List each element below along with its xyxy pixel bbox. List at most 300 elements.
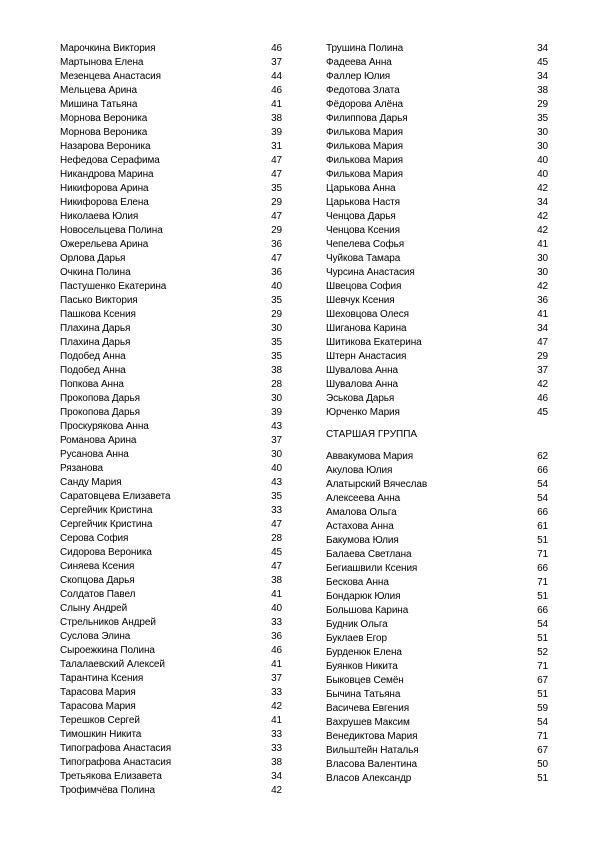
participant-name: Слыну Андрей (60, 603, 128, 614)
list-item (326, 590, 548, 604)
participant-score: 40 (537, 169, 548, 180)
participant-score: 38 (271, 365, 282, 376)
list-item (60, 728, 282, 742)
participant-score: 37 (271, 57, 282, 68)
participant-name: Плахина Дарья (60, 323, 131, 334)
list-item (326, 364, 548, 378)
participant-name: Венедиктова Мария (326, 731, 418, 742)
participant-score: 42 (537, 379, 548, 390)
participant-name: Мартынова Елена (60, 57, 144, 68)
participant-name: Саратовцева Елизавета (60, 491, 171, 502)
list-item (326, 252, 548, 266)
participant-name: Шиганова Карина (326, 323, 407, 334)
participant-name: Чепелева Софья (326, 239, 405, 250)
participant-score: 54 (537, 479, 548, 490)
participant-name: Бескова Анна (326, 577, 389, 588)
list-item (326, 98, 548, 112)
participant-name: Тимошкин Никита (60, 729, 142, 740)
participant-name: Шитикова Екатерина (326, 337, 422, 348)
participant-name: Эськова Дарья (326, 393, 395, 404)
list-item (326, 506, 548, 520)
participant-score: 28 (271, 533, 282, 544)
list-item (60, 700, 282, 714)
participant-score: 31 (271, 141, 282, 152)
participant-score: 34 (537, 43, 548, 54)
right-column (326, 42, 548, 786)
participant-name: Шеховцова Олеся (326, 309, 409, 320)
participant-score: 67 (537, 745, 548, 756)
participant-score: 47 (271, 211, 282, 222)
participant-score: 45 (537, 57, 548, 68)
participant-name: Быковцев Семён (326, 675, 404, 686)
participant-score: 44 (271, 71, 282, 82)
participant-score: 30 (537, 267, 548, 278)
participant-score: 41 (271, 99, 282, 110)
participant-score: 47 (537, 337, 548, 348)
participant-name: Аввакумова Мария (326, 451, 414, 462)
participant-score: 40 (271, 603, 282, 614)
left-column (60, 42, 282, 798)
participant-score: 43 (271, 477, 282, 488)
participant-name: Трофимчёва Полина (60, 785, 156, 796)
participant-name: Васичева Евгения (326, 703, 410, 714)
participant-score: 42 (537, 225, 548, 236)
participant-score: 40 (271, 463, 282, 474)
participant-name: Назарова Вероника (60, 141, 151, 152)
participant-score: 29 (537, 351, 548, 362)
participant-score: 54 (537, 493, 548, 504)
list-item (326, 294, 548, 308)
participant-score: 61 (537, 521, 548, 532)
participant-score: 42 (537, 281, 548, 292)
participant-score: 51 (537, 689, 548, 700)
list-item (60, 602, 282, 616)
participant-name: Суслова Элина (60, 631, 131, 642)
participant-name: Пастушенко Екатерина (60, 281, 167, 292)
participant-name: Фаллер Юлия (326, 71, 391, 82)
list-item (60, 294, 282, 308)
participant-score: 51 (537, 773, 548, 784)
participant-score: 40 (271, 281, 282, 292)
participant-name: Новосельцева Полина (60, 225, 163, 236)
participant-name: Прокопова Дарья (60, 393, 140, 404)
participant-name: Стрельников Андрей (60, 617, 156, 628)
list-item (60, 574, 282, 588)
participant-name: Романова Арина (60, 435, 137, 446)
list-item (326, 660, 548, 674)
list-item (326, 378, 548, 392)
list-item (60, 518, 282, 532)
list-item (60, 112, 282, 126)
list-item (326, 308, 548, 322)
participant-name: Астахова Анна (326, 521, 394, 532)
participant-name: Алексеева Анна (326, 493, 401, 504)
participant-score: 35 (537, 113, 548, 124)
participant-score: 33 (271, 505, 282, 516)
participant-name: Шувалова Анна (326, 379, 398, 390)
list-item (326, 702, 548, 716)
list-item (326, 562, 548, 576)
list-item (326, 280, 548, 294)
participant-score: 35 (271, 491, 282, 502)
participant-name: Бурденюк Елена (326, 647, 402, 658)
list-item (326, 210, 548, 224)
participant-score: 45 (271, 547, 282, 558)
participant-score: 30 (271, 449, 282, 460)
list-item (326, 196, 548, 210)
participant-name: Никандрова Марина (60, 169, 154, 180)
participant-name: Терешков Сергей (60, 715, 140, 726)
list-item (60, 126, 282, 140)
list-item (326, 126, 548, 140)
list-item (326, 772, 548, 786)
participant-score: 43 (271, 421, 282, 432)
list-item (60, 56, 282, 70)
participant-name: Третьякова Елизавета (60, 771, 162, 782)
list-item (60, 182, 282, 196)
participant-name: Алатырский Вячеслав (326, 479, 428, 490)
list-item (326, 182, 548, 196)
list-item (60, 280, 282, 294)
participant-name: Тарасова Мария (60, 701, 136, 712)
participant-name: Мезенцева Анастасия (60, 71, 161, 82)
list-item (60, 266, 282, 280)
participant-name: Санду Мария (60, 477, 122, 488)
participant-name: Юрченко Мария (326, 407, 400, 418)
participant-score: 29 (271, 197, 282, 208)
participant-name: Фадеева Анна (326, 57, 392, 68)
participant-name: Тарантина Ксения (60, 673, 144, 684)
list-item (60, 224, 282, 238)
participant-name: Плахина Дарья (60, 337, 131, 348)
list-item (326, 534, 548, 548)
list-item (60, 560, 282, 574)
right-column-list (326, 42, 548, 420)
participant-score: 38 (271, 575, 282, 586)
participant-name: Нефедова Серафима (60, 155, 160, 166)
participant-score: 33 (271, 729, 282, 740)
list-item (326, 618, 548, 632)
list-item (326, 730, 548, 744)
participant-score: 37 (537, 365, 548, 376)
participant-score: 29 (271, 309, 282, 320)
participant-score: 41 (537, 239, 548, 250)
participant-score: 41 (271, 715, 282, 726)
participant-name: Фёдорова Алёна (326, 99, 403, 110)
list-item (60, 406, 282, 420)
list-item (60, 504, 282, 518)
participant-score: 71 (537, 661, 548, 672)
participant-score: 28 (271, 379, 282, 390)
list-item (60, 378, 282, 392)
list-item (60, 546, 282, 560)
participant-name: Чурсина Анастасия (326, 267, 415, 278)
participant-name: Пасько Виктория (60, 295, 138, 306)
list-item (326, 716, 548, 730)
list-item (326, 392, 548, 406)
list-item (60, 308, 282, 322)
list-item (60, 210, 282, 224)
participant-score: 33 (271, 687, 282, 698)
participant-name: Типографова Анастасия (60, 757, 172, 768)
participant-score: 71 (537, 577, 548, 588)
list-item (60, 140, 282, 154)
participant-name: Штерн Анастасия (326, 351, 407, 362)
participant-name: Типографова Анастасия (60, 743, 172, 754)
list-item (60, 672, 282, 686)
participant-score: 66 (537, 507, 548, 518)
participant-name: Ожерельева Арина (60, 239, 149, 250)
participant-name: Николаева Юлия (60, 211, 139, 222)
participant-name: Сергейчик Кристина (60, 519, 153, 530)
participant-name: Балаева Светлана (326, 549, 412, 560)
participant-name: Буянков Никита (326, 661, 398, 672)
participant-name: Мишина Татьяна (60, 99, 138, 110)
list-item (326, 604, 548, 618)
participant-score: 35 (271, 351, 282, 362)
participant-score: 39 (271, 407, 282, 418)
participant-name: Будник Ольга (326, 619, 388, 630)
senior-group-list (326, 450, 548, 786)
list-item (60, 742, 282, 756)
participant-score: 33 (271, 617, 282, 628)
participant-score: 38 (271, 113, 282, 124)
participant-name: Серова София (60, 533, 129, 544)
participant-score: 71 (537, 549, 548, 560)
participant-score: 45 (537, 407, 548, 418)
participant-name: Вильштейн Наталья (326, 745, 419, 756)
list-item (326, 478, 548, 492)
participant-name: Ченцова Ксения (326, 225, 400, 236)
participant-name: Талалаевский Алексей (60, 659, 165, 670)
participant-score: 51 (537, 591, 548, 602)
participant-name: Царькова Анна (326, 183, 396, 194)
participant-name: Филькова Мария (326, 141, 403, 152)
list-item (326, 336, 548, 350)
participant-name: Филькова Мария (326, 155, 403, 166)
participant-score: 59 (537, 703, 548, 714)
participant-score: 66 (537, 465, 548, 476)
list-item (60, 42, 282, 56)
list-item (326, 450, 548, 464)
list-item (326, 744, 548, 758)
list-item (326, 520, 548, 534)
participant-score: 30 (537, 253, 548, 264)
list-item (326, 238, 548, 252)
list-item (60, 784, 282, 798)
participant-score: 42 (537, 211, 548, 222)
participant-name: Прокопова Дарья (60, 407, 140, 418)
participant-score: 37 (271, 435, 282, 446)
participant-score: 54 (537, 619, 548, 630)
list-item (60, 448, 282, 462)
participant-score: 47 (271, 155, 282, 166)
participant-name: Рязанова (60, 463, 103, 474)
list-item (326, 224, 548, 238)
participant-score: 29 (271, 225, 282, 236)
participant-score: 30 (537, 127, 548, 138)
participant-name: Филькова Мария (326, 127, 403, 138)
list-item (326, 632, 548, 646)
participant-name: Скопцова Дарья (60, 575, 135, 586)
participant-name: Попкова Анна (60, 379, 124, 390)
list-item (60, 714, 282, 728)
list-item (326, 154, 548, 168)
participant-score: 34 (537, 323, 548, 334)
participant-name: Большова Карина (326, 605, 409, 616)
list-item (60, 364, 282, 378)
list-item (326, 576, 548, 590)
participant-name: Синяева Ксения (60, 561, 135, 572)
participant-name: Власова Валентина (326, 759, 417, 770)
participant-score: 66 (537, 605, 548, 616)
participant-score: 35 (271, 337, 282, 348)
participant-score: 37 (271, 673, 282, 684)
list-item (60, 686, 282, 700)
list-item (326, 140, 548, 154)
participant-score: 51 (537, 633, 548, 644)
participant-score: 47 (271, 169, 282, 180)
participant-name: Вахрушев Максим (326, 717, 410, 728)
list-item (60, 196, 282, 210)
list-item (326, 266, 548, 280)
participant-name: Бондарюк Юлия (326, 591, 401, 602)
participant-name: Филькова Мария (326, 169, 403, 180)
participant-score: 50 (537, 759, 548, 770)
list-item (326, 350, 548, 364)
participant-score: 47 (271, 561, 282, 572)
list-item (326, 548, 548, 562)
list-item (326, 758, 548, 772)
list-item (60, 462, 282, 476)
participant-name: Филиппова Дарья (326, 113, 408, 124)
list-item (60, 238, 282, 252)
participant-name: Очкина Полина (60, 267, 131, 278)
list-item (60, 252, 282, 266)
participant-name: Шувалова Анна (326, 365, 398, 376)
participant-name: Морнова Вероника (60, 127, 148, 138)
list-item (60, 532, 282, 546)
list-item (326, 70, 548, 84)
participant-name: Бычина Татьяна (326, 689, 401, 700)
list-item (60, 644, 282, 658)
list-item (326, 322, 548, 336)
list-item (326, 464, 548, 478)
list-item (326, 112, 548, 126)
participant-name: Солдатов Павел (60, 589, 136, 600)
list-item (326, 84, 548, 98)
participant-name: Чуйкова Тамара (326, 253, 401, 264)
participant-name: Сидорова Вероника (60, 547, 152, 558)
list-item (60, 336, 282, 350)
participant-score: 54 (537, 717, 548, 728)
participant-score: 34 (537, 71, 548, 82)
participant-name: Швецова София (326, 281, 402, 292)
list-item (60, 588, 282, 602)
participant-score: 46 (271, 85, 282, 96)
list-item (326, 56, 548, 70)
participant-score: 41 (537, 309, 548, 320)
participant-name: Никифорова Арина (60, 183, 149, 194)
participant-name: Марочкина Виктория (60, 43, 156, 54)
list-item (60, 616, 282, 630)
participant-name: Русанова Анна (60, 449, 129, 460)
participant-name: Царькова Настя (326, 197, 400, 208)
participant-score: 66 (537, 563, 548, 574)
participant-score: 36 (537, 295, 548, 306)
participant-name: Амалова Ольга (326, 507, 397, 518)
participant-score: 35 (271, 183, 282, 194)
list-item (60, 420, 282, 434)
participant-score: 42 (537, 183, 548, 194)
participant-name: Орлова Дарья (60, 253, 126, 264)
participant-score: 42 (271, 785, 282, 796)
participant-score: 41 (271, 589, 282, 600)
list-item (60, 434, 282, 448)
participant-score: 38 (271, 757, 282, 768)
participant-name: Шевчук Ксения (326, 295, 395, 306)
list-item (60, 658, 282, 672)
list-item (60, 154, 282, 168)
list-item (60, 350, 282, 364)
list-item (60, 168, 282, 182)
list-item (60, 392, 282, 406)
participant-name: Федотова Злата (326, 85, 400, 96)
participant-score: 34 (537, 197, 548, 208)
list-item (60, 756, 282, 770)
participant-score: 34 (271, 771, 282, 782)
list-item (326, 688, 548, 702)
participant-score: 40 (537, 155, 548, 166)
list-item (60, 630, 282, 644)
participant-score: 46 (271, 43, 282, 54)
participant-name: Трушина Полина (326, 43, 404, 54)
list-item (326, 42, 548, 56)
participant-name: Проскурякова Анна (60, 421, 149, 432)
participant-score: 36 (271, 631, 282, 642)
participant-score: 36 (271, 239, 282, 250)
participant-score: 46 (537, 393, 548, 404)
participant-score: 36 (271, 267, 282, 278)
list-item (326, 646, 548, 660)
participant-score: 30 (271, 323, 282, 334)
participant-name: Тарасова Мария (60, 687, 136, 698)
list-item (60, 84, 282, 98)
participant-score: 47 (271, 519, 282, 530)
participant-score: 46 (271, 645, 282, 656)
participant-name: Власов Александр (326, 773, 412, 784)
participant-score: 39 (271, 127, 282, 138)
participant-score: 62 (537, 451, 548, 462)
participant-score: 67 (537, 675, 548, 686)
participant-name: Мельцева Арина (60, 85, 137, 96)
participant-score: 33 (271, 743, 282, 754)
participant-score: 41 (271, 659, 282, 670)
participant-name: Буклаев Егор (326, 633, 387, 644)
list-item (60, 322, 282, 336)
participant-score: 29 (537, 99, 548, 110)
participant-score: 51 (537, 535, 548, 546)
participant-score: 30 (271, 393, 282, 404)
list-item (60, 770, 282, 784)
participant-name: Бегиашвили Ксения (326, 563, 418, 574)
list-item (326, 406, 548, 420)
participant-name: Акулова Юлия (326, 465, 393, 476)
participant-name: Ченцова Дарья (326, 211, 396, 222)
list-item (326, 168, 548, 182)
participant-score: 52 (537, 647, 548, 658)
participant-score: 42 (271, 701, 282, 712)
